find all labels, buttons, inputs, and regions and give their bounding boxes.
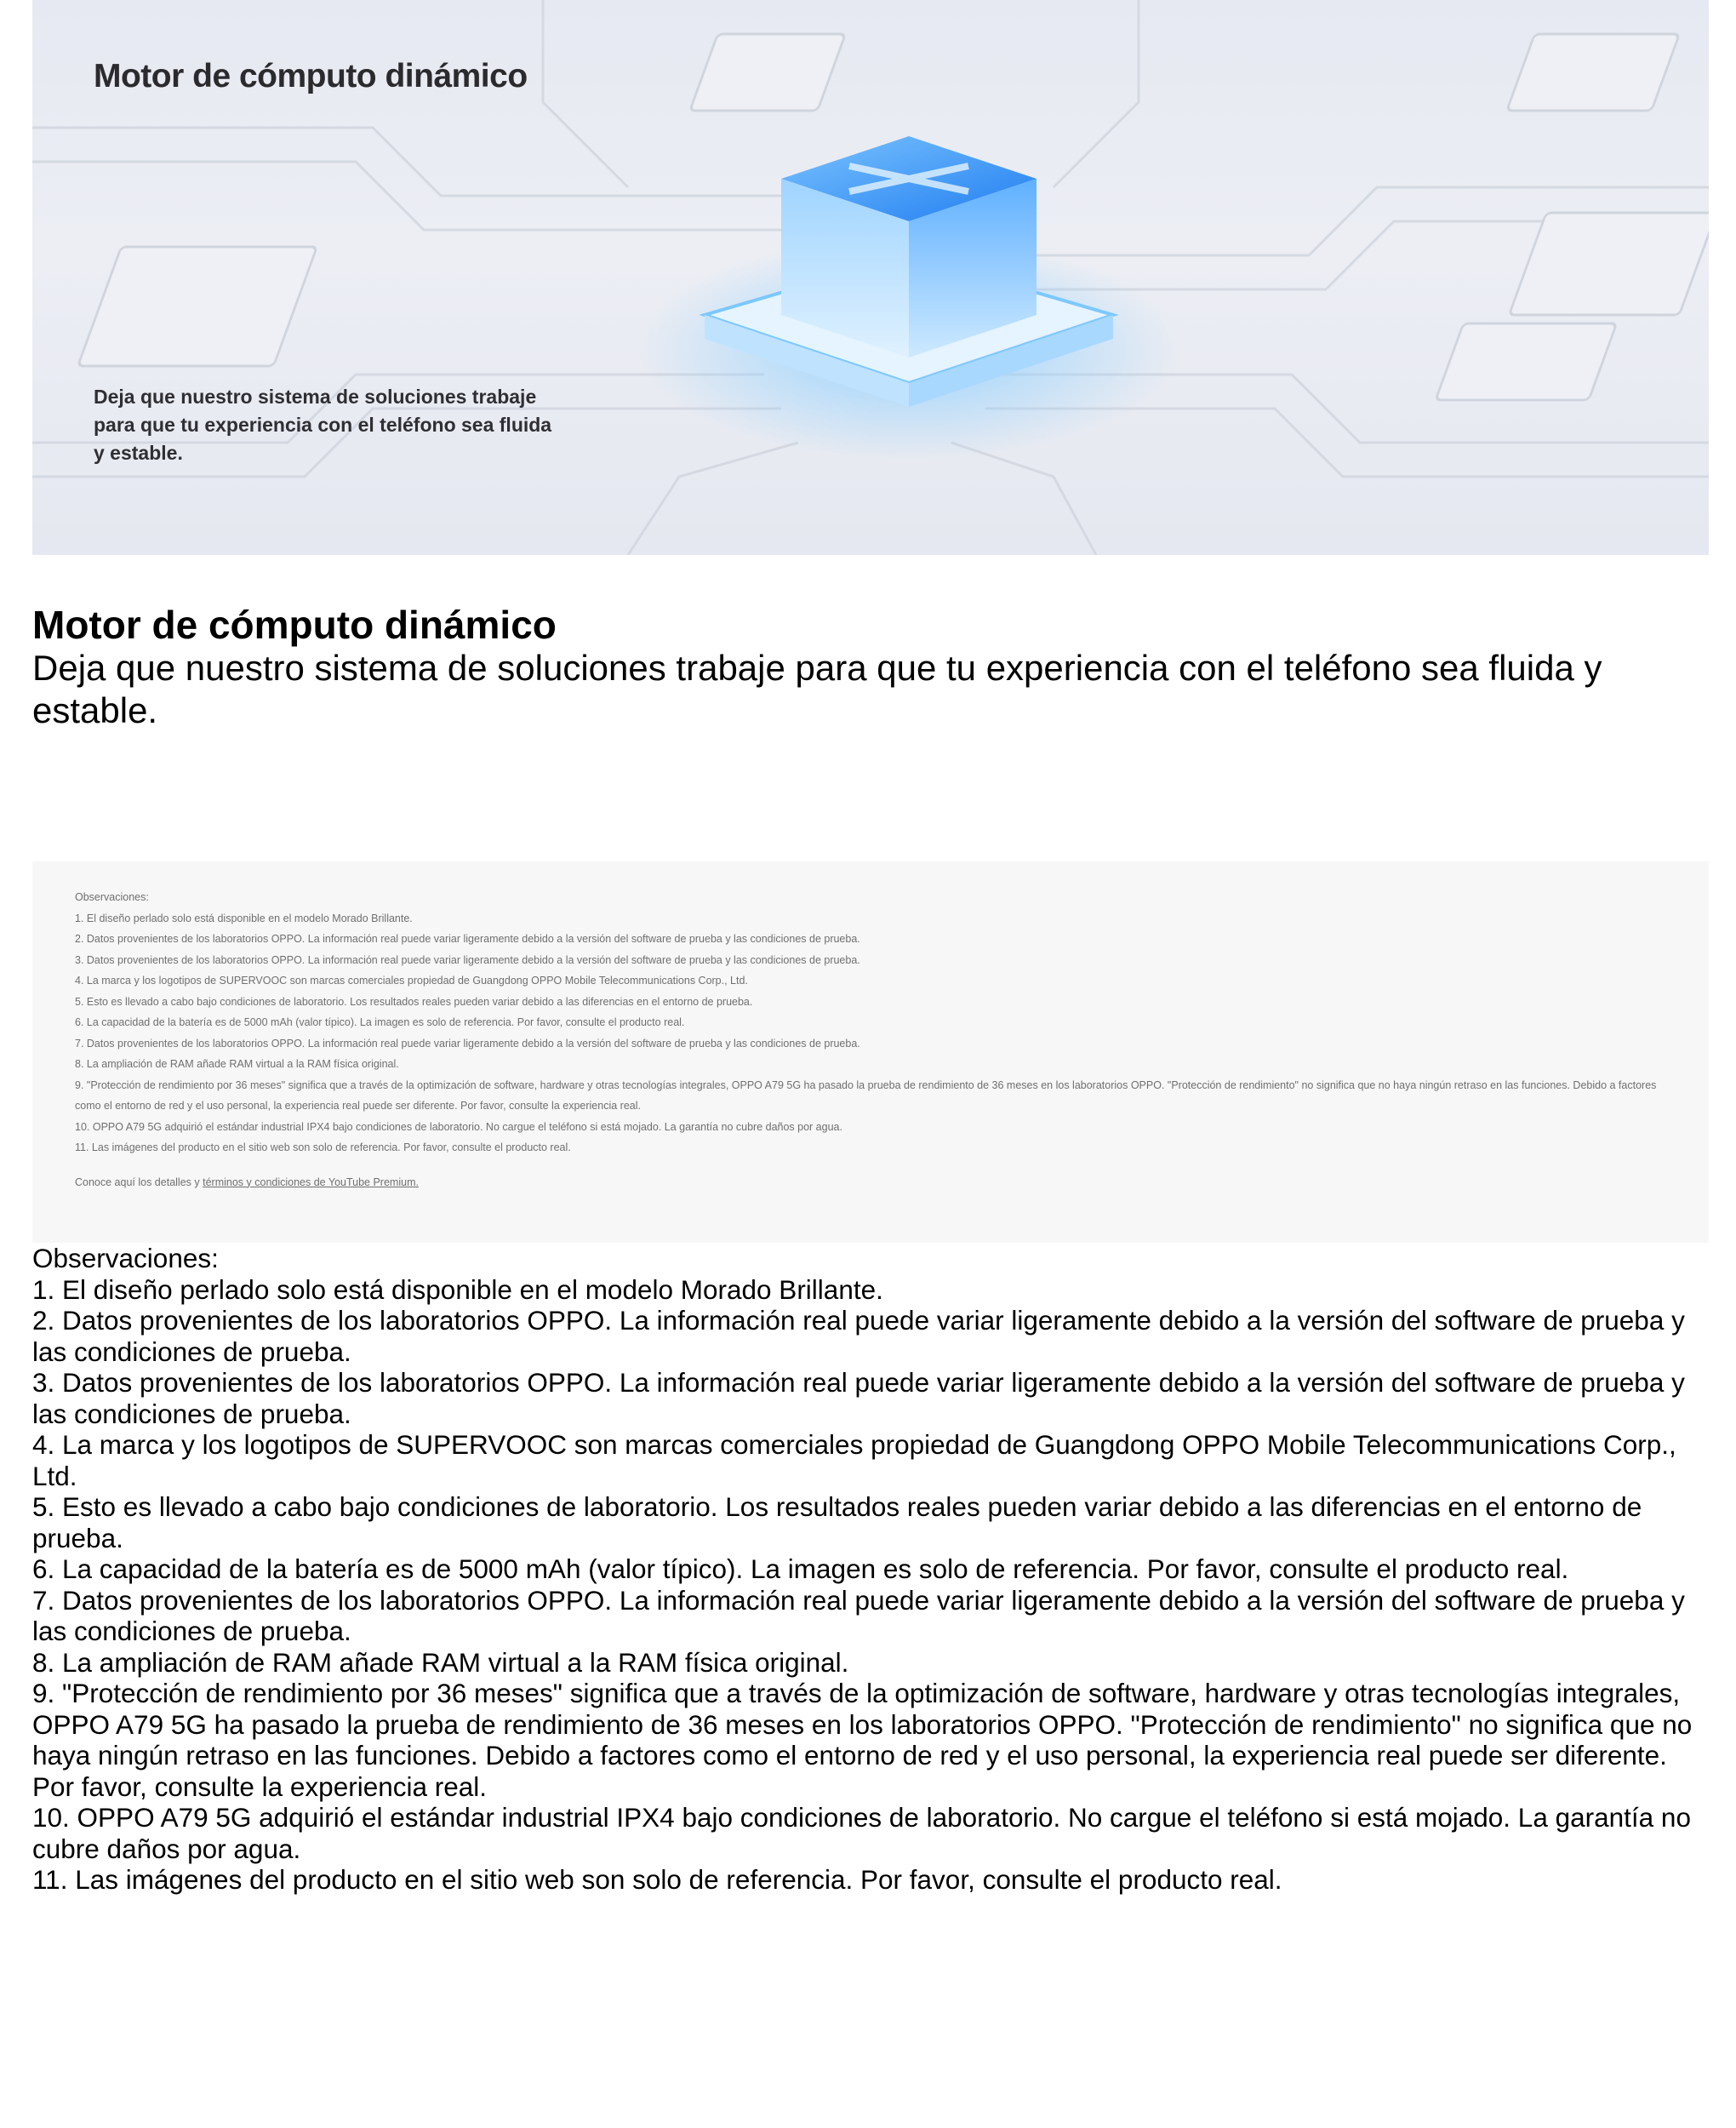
list-item: 7. Datos provenientes de los laboratorios OPPO. La información real puede variar ligeramente debido a la versión del software de prueba y las condiciones de prueba. [32, 1584, 1685, 1646]
notes-panel-heading: Observaciones: [75, 891, 149, 903]
notes-panel-item: 5. Esto es llevado a cabo bajo condiciones de laboratorio. Los resultados reales pueden variar debido a las diferencias en el entorno de prueba. [75, 995, 753, 1008]
page-subtitle: Deja que nuestro sistema de soluciones trabaje para que tu experiencia con el teléfono sea fluida y estable. [32, 648, 1602, 730]
notes-panel-item: 2. Datos provenientes de los laboratorios OPPO. La información real puede variar ligeramente debido a la versión del software de prueba y las condiciones de prueba. [75, 933, 860, 945]
list-item: 9. "Protección de rendimiento por 36 meses" significa que a través de la optimización de software, hardware y otras tecnologías integrales, OPPO A79 5G ha pasado la prueba de rendimiento de 36 meses en los laboratorios OPPO. "Protección de rendimiento" no significa que no haya ningún retraso en las funciones. Debido a factores como el entorno de red y el uso personal, la experiencia real puede ser diferente. Por favor, consulte la experiencia real. [32, 1678, 1693, 1802]
list-item: 3. Datos provenientes de los laboratorios OPPO. La información real puede variar ligeramente debido a la versión del software de prueba y las condiciones de prueba. [32, 1367, 1685, 1429]
list-item: 6. La capacidad de la batería es de 5000 mAh (valor típico). La imagen es solo de referencia. Por favor, consulte el producto real. [32, 1553, 1569, 1584]
notes-panel-item: 6. La capacidad de la batería es de 5000 mAh (valor típico). La imagen es solo de referencia. Por favor, consulte el producto real. [75, 1016, 685, 1028]
youtube-terms-link[interactable]: términos y condiciones de YouTube Premium. [203, 1176, 419, 1188]
list-item: 8. La ampliación de RAM añade RAM virtual a la RAM física original. [32, 1646, 849, 1678]
notes-panel-item: 7. Datos provenientes de los laboratorios OPPO. La información real puede variar ligeramente debido a la versión del software de prueba y las condiciones de prueba. [75, 1037, 860, 1050]
notes-panel-item: 10. OPPO A79 5G adquirió el estándar industrial IPX4 bajo condiciones de laboratorio. No cargue el teléfono si está mojado. La garantía no cubre daños por agua. [75, 1120, 842, 1133]
notes-list [32, 1243, 1709, 1896]
hero-banner [32, 0, 1709, 555]
page-title: Motor de cómputo dinámico [32, 603, 557, 647]
notes-panel-item: 9. "Protección de rendimiento por 36 meses" significa que a través de la optimización de software, hardware y otras tecnologías integrales, OPPO A79 5G ha pasado la prueba de rendimiento de 36 meses en los laboratorios OPPO. "Protección de rendimiento" no significa que no haya ningún retraso en las funciones. Debido a factores como el entorno de red y el uso personal, la experiencia real puede ser diferente. Por favor, consulte la experiencia real. [75, 1078, 1657, 1112]
section-heading [32, 603, 1700, 732]
notes-panel-image [32, 861, 1709, 1243]
notes-heading: Observaciones: [32, 1243, 219, 1273]
notes-panel-text [75, 887, 1658, 1193]
notes-panel-item: 11. Las imágenes del producto en el sitio web son solo de referencia. Por favor, consulte el producto real. [75, 1141, 571, 1153]
list-item: 2. Datos provenientes de los laboratorios OPPO. La información real puede variar ligeramente debido a la versión del software de prueba y las condiciones de prueba. [32, 1305, 1685, 1367]
list-item: 1. El diseño perlado solo está disponible en el modelo Morado Brillante. [32, 1273, 883, 1305]
list-item: 11. Las imágenes del producto en el sitio web son solo de referencia. Por favor, consulte el producto real. [32, 1864, 1282, 1895]
hero-title: Motor de cómputo dinámico [94, 58, 528, 94]
list-item: 4. La marca y los logotipos de SUPERVOOC son marcas comerciales propiedad de Guangdong OPPO Mobile Telecommunications Corp., Ltd. [32, 1429, 1676, 1491]
hero-subtitle: Deja que nuestro sistema de soluciones trabaje para que tu experiencia con el teléfono sea fluida y estable. [94, 386, 552, 464]
notes-panel-item: 3. Datos provenientes de los laboratorios OPPO. La información real puede variar ligeramente debido a la versión del software de prueba y las condiciones de prueba. [75, 953, 860, 966]
notes-panel-item: 1. El diseño perlado solo está disponible en el modelo Morado Brillante. [75, 912, 413, 924]
footer-prefix: Conoce aquí los detalles y [75, 1176, 200, 1188]
notes-panel-item: 4. La marca y los logotipos de SUPERVOOC son marcas comerciales propiedad de Guangdong OPPO Mobile Telecommunications Corp., Ltd. [75, 975, 748, 987]
list-item: 5. Esto es llevado a cabo bajo condiciones de laboratorio. Los resultados reales pueden variar debido a las diferencias en el entorno de prueba. [32, 1491, 1642, 1553]
notes-panel-footer [75, 1172, 1658, 1193]
list-item: 10. OPPO A79 5G adquirió el estándar industrial IPX4 bajo condiciones de laboratorio. No cargue el teléfono si está mojado. La garantía no cubre daños por agua. [32, 1802, 1691, 1864]
notes-panel-item: 8. La ampliación de RAM añade RAM virtual a la RAM física original. [75, 1058, 399, 1070]
